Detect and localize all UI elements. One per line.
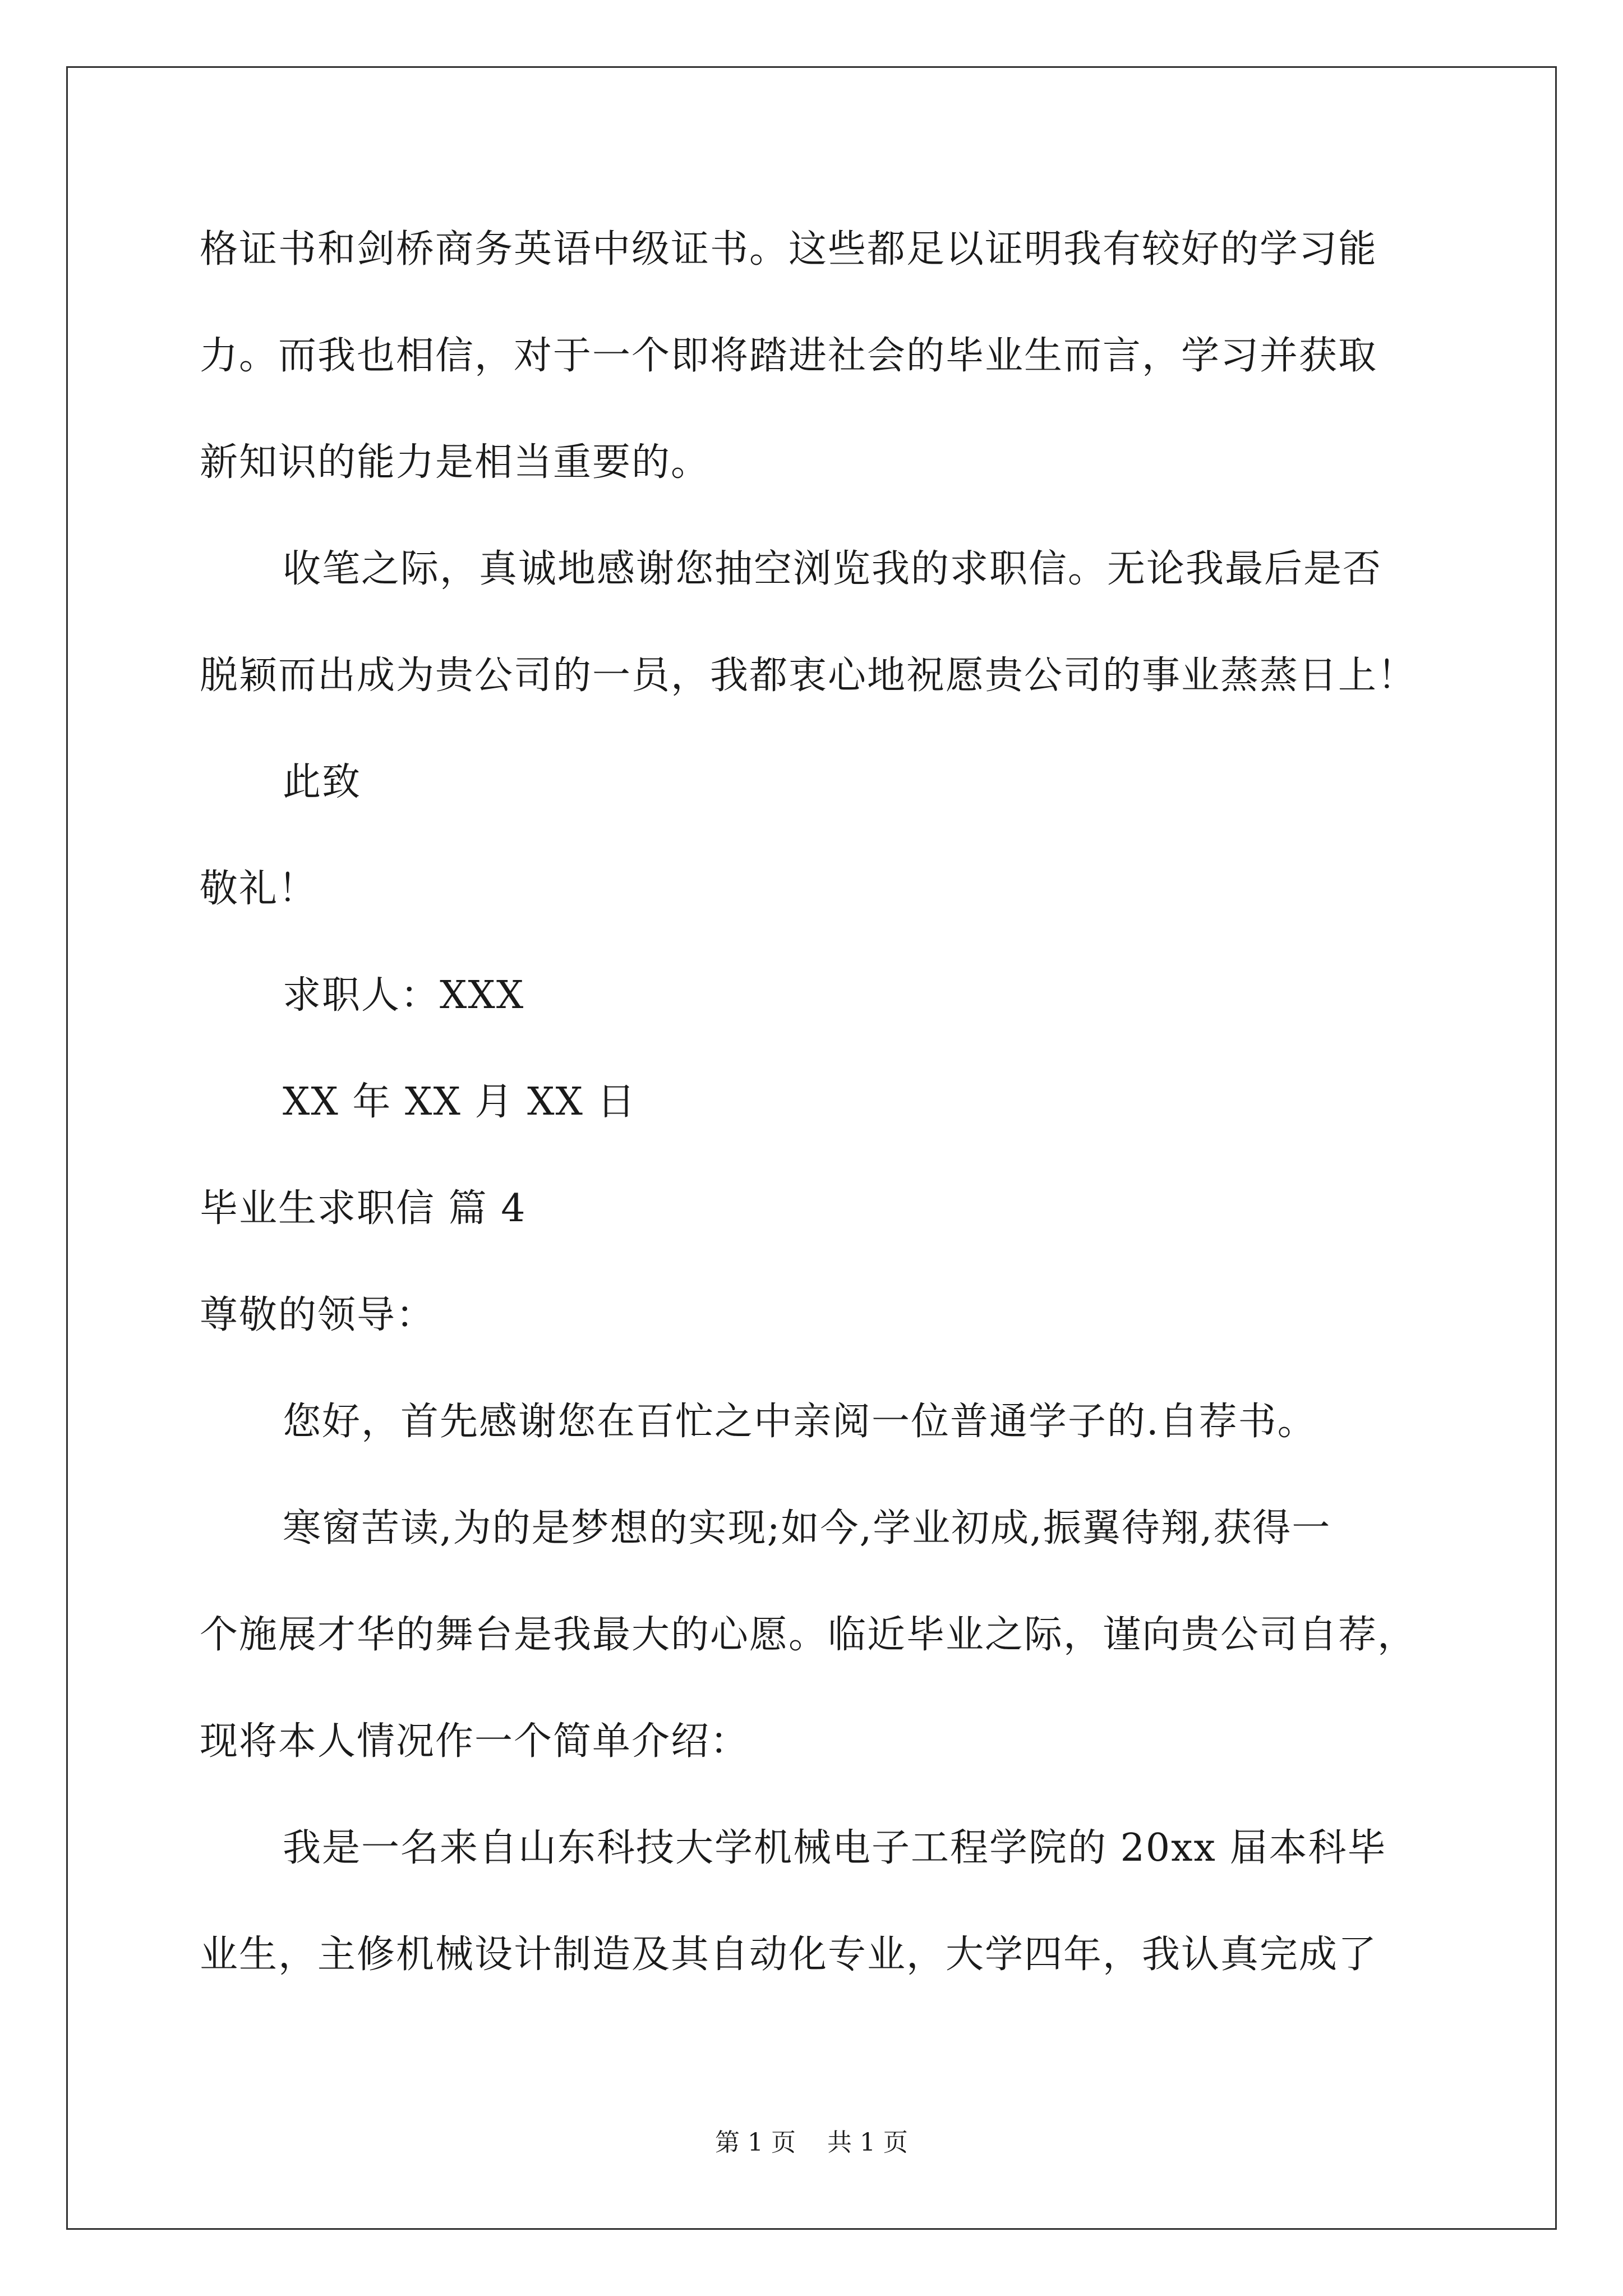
text-line: 收笔之际，真诚地感谢您抽空浏览我的求职信。无论我最后是否 xyxy=(283,547,1382,591)
page-footer: 第 1 页 共 1 页 xyxy=(715,2128,908,2157)
salutation-closing: 此致 xyxy=(283,760,362,804)
signature-date: XX 年 XX 月 XX 日 xyxy=(283,1080,637,1124)
section-heading: 毕业生求职信 篇 4 xyxy=(200,1186,527,1231)
text-line: 业生，主修机械设计制造及其自动化专业，大学四年，我认真完成了 xyxy=(200,1932,1378,1977)
text-line: 力。而我也相信，对于一个即将踏进社会的毕业生而言，学习并获取 xyxy=(200,334,1378,378)
text-line: 新知识的能力是相当重要的。 xyxy=(200,440,711,485)
text-line: 格证书和剑桥商务英语中级证书。这些都足以证明我有较好的学习能 xyxy=(200,227,1378,272)
text-line: 现将本人情况作一个简单介绍： xyxy=(200,1719,750,1764)
text-line: 脱颖而出成为贵公司的一员，我都衷心地祝愿贵公司的事业蒸蒸日上！ xyxy=(200,654,1417,698)
signature-applicant: 求职人：XXX xyxy=(283,973,525,1018)
text-line: 寒窗苦读,为的是梦想的实现;如今,学业初成,振翼待翔,获得一 xyxy=(283,1506,1331,1550)
text-line: 个施展才华的舞台是我最大的心愿。临近毕业之际，谨向贵公司自荐， xyxy=(200,1613,1417,1657)
page-border xyxy=(66,66,1557,2230)
text-line: 我是一名来自山东科技大学机械电子工程学院的 20xx 届本科毕 xyxy=(283,1826,1387,1870)
salutation-regards: 敬礼！ xyxy=(200,867,318,911)
text-line: 您好，首先感谢您在百忙之中亲阅一位普通学子的.自荐书。 xyxy=(283,1400,1317,1444)
greeting: 尊敬的领导： xyxy=(200,1293,436,1337)
